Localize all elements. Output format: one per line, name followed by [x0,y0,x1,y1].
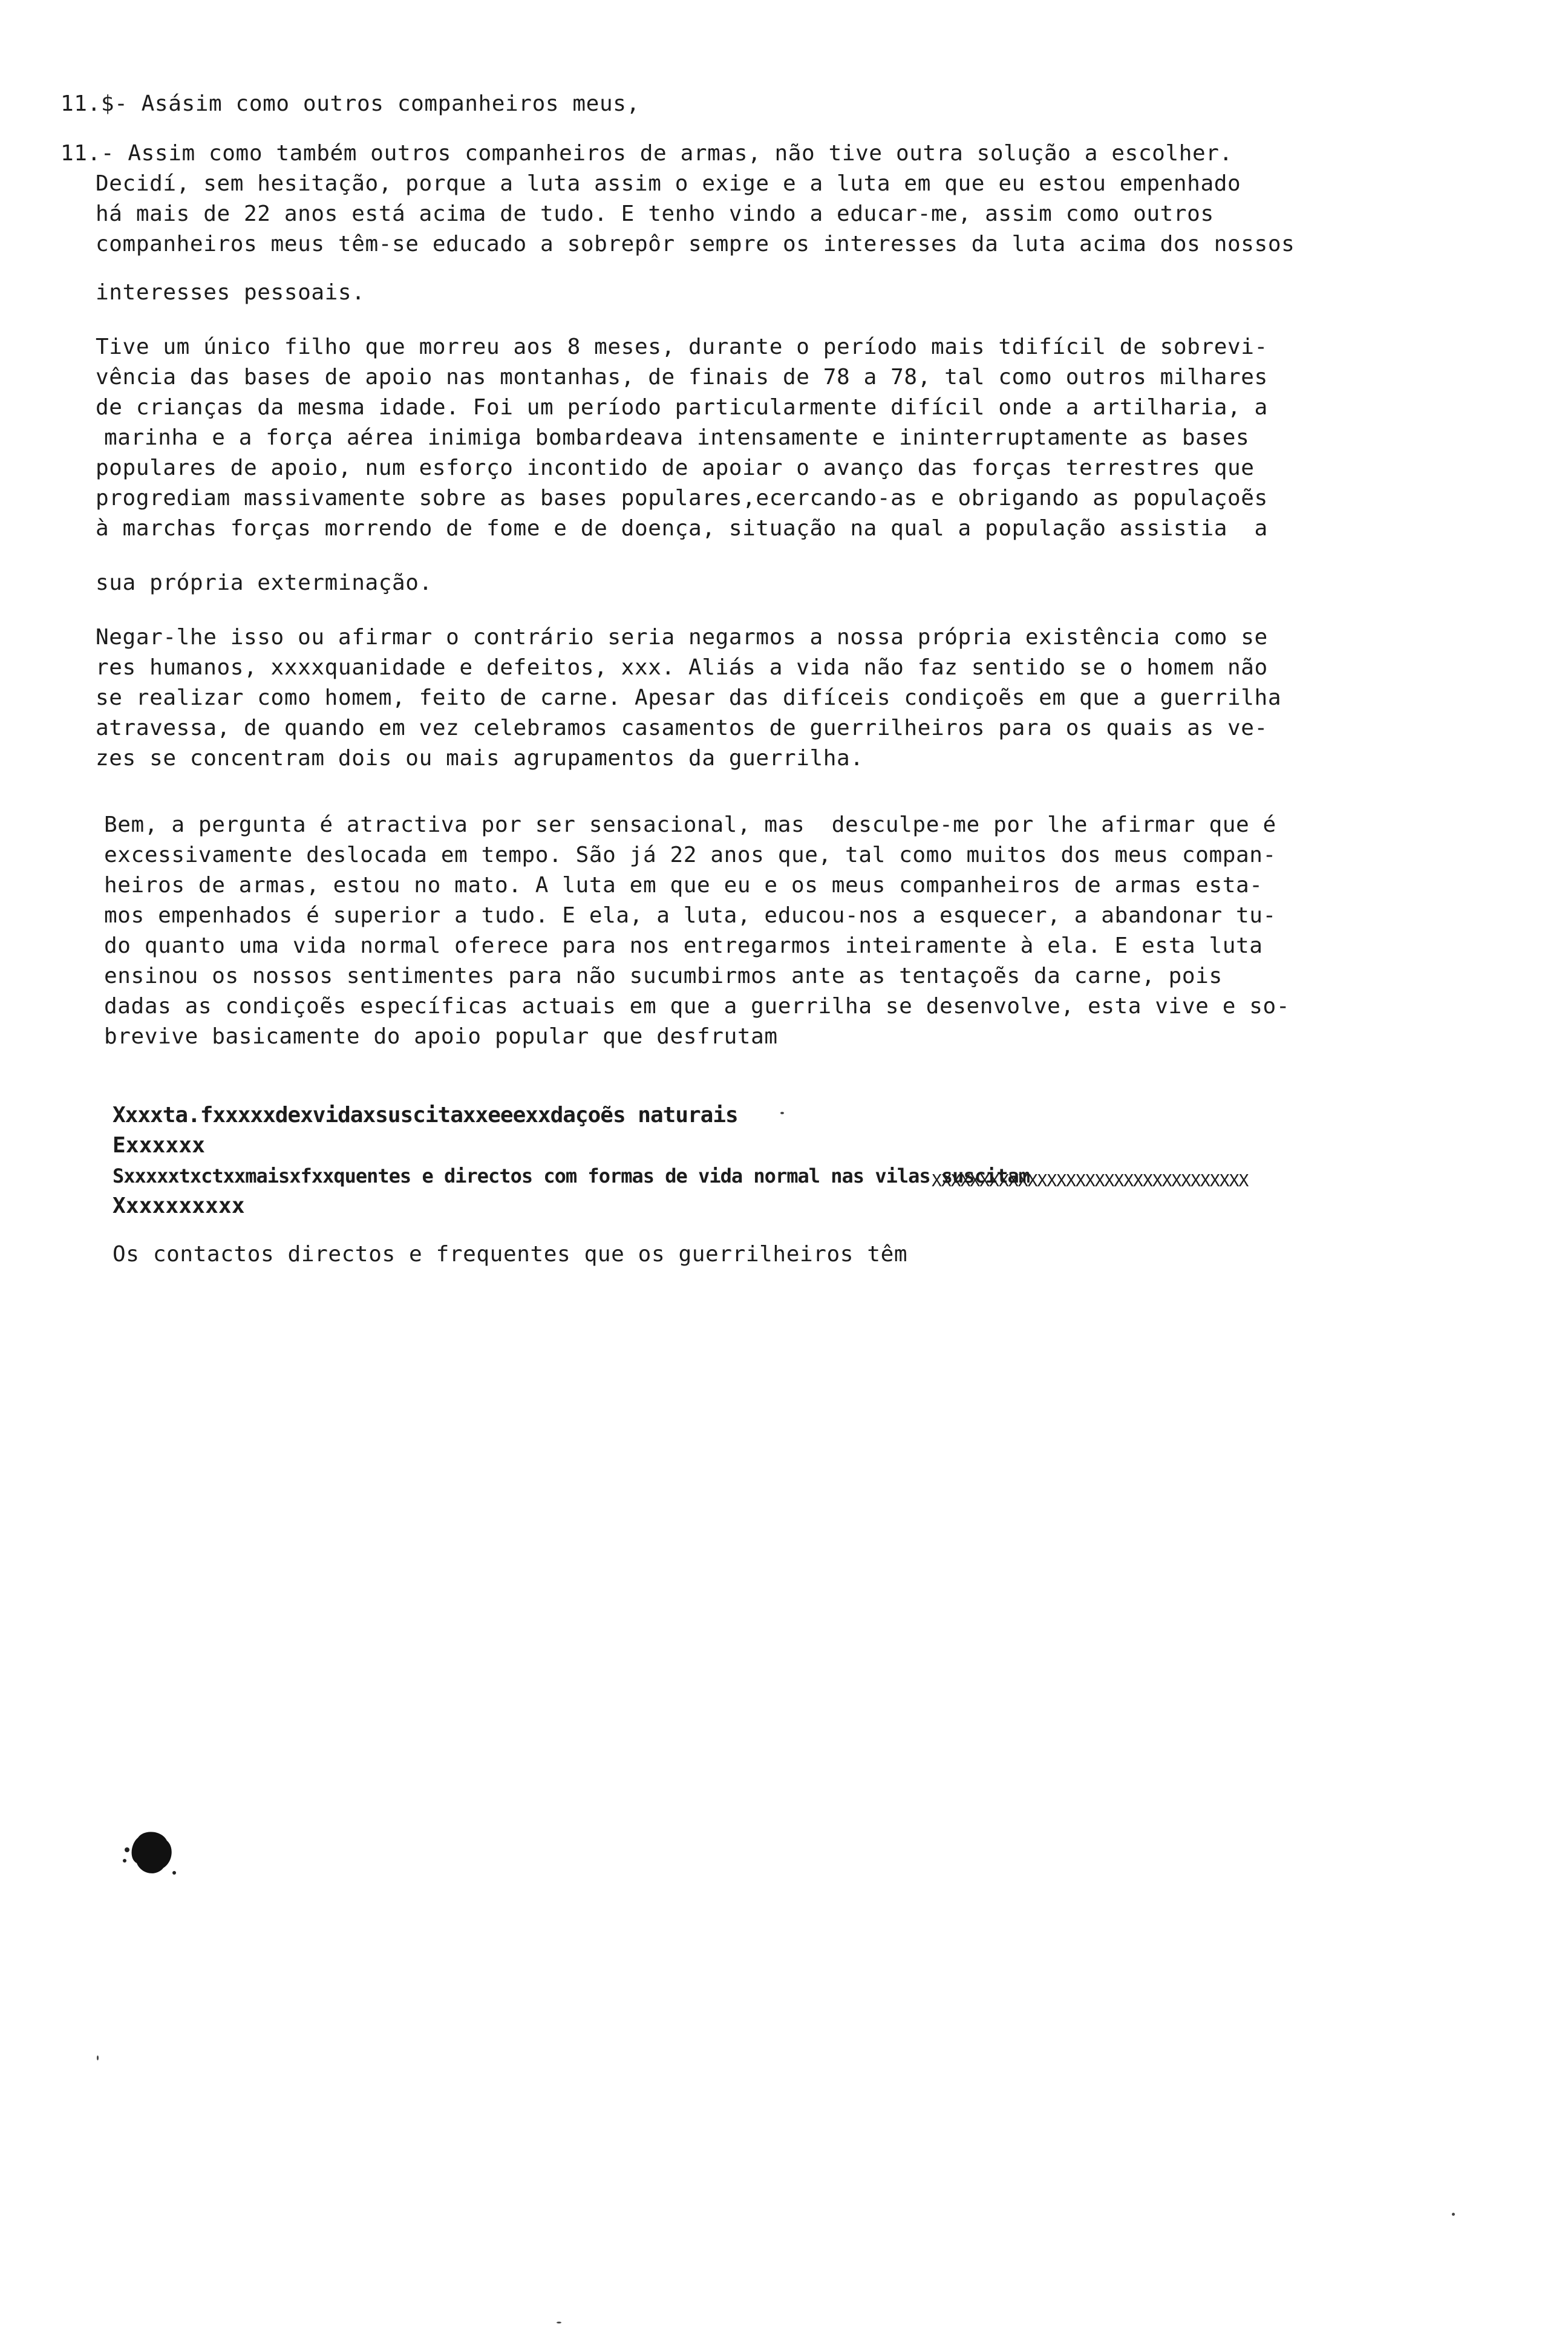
strike-tail: XXXXXXXXXXXXXXXXXXXXXXXXXXXXXXXXX [932,1170,1249,1190]
struck-line-3: Sxxxxxtxctxxmaisxfxxquentes e directos com formas de vida normal nas vilas suscitam [113,1164,1030,1187]
closing-line: Os contactos directos e frequentes que os guerrilheiros têm [113,1242,908,1267]
paragraph-4-line-4: mos empenhados é superior a tudo. E ela, a luta, educou-nos a esquecer, a abandonar tu- [104,903,1276,928]
struck-line-1: Xxxxta.fxxxxxdexvidaxsuscitaxxeeexxdaçoẽs naturais [113,1103,738,1128]
paragraph-1-line-4: companheiros meus têm-se educado a sobrepôr sempre os interesses da luta acima dos nossos [96,232,1295,256]
paragraph-3-line-2: res humanos, xxxxquanidade e defeitos, xxx. Aliás a vida não faz sentido se o homem não [96,655,1268,680]
speck-2 [1452,2213,1455,2216]
paragraph-2-line-8: sua própria exterminação. [96,570,433,595]
paragraph-1-line-5: interesses pessoais. [96,280,365,305]
paragraph-2-line-6: progrediam massivamente sobre as bases populares,ecercando-as e obrigando as populaçoẽs [96,486,1268,511]
paragraph-2-line-7: à marchas forças morrendo de fome e de doença, situação na qual a população assistia a [96,516,1268,541]
speck-3 [557,2322,561,2323]
paragraph-3-line-1: Negar-lhe isso ou afirmar o contrário seria negarmos a nossa própria existência como se [96,625,1268,650]
struck-line-4: Xxxxxxxxxx [113,1193,245,1218]
paragraph-3-line-3: se realizar como homem, feito de carne. Apesar das difíceis condiçoẽs em que a guerrilha [96,685,1282,710]
paragraph-4-line-7: dadas as condiçoẽs específicas actuais em que a guerrilha se desenvolve, esta vive e so- [104,994,1290,1019]
paragraph-2-line-2: vência das bases de apoio nas montanhas, de finais de 78 a 78, tal como outros milhares [96,365,1268,390]
paragraph-3-line-5: zes se concentram dois ou mais agrupamentos da guerrilha. [96,746,864,771]
paragraph-4-line-3: heiros de armas, estou no mato. A luta em que eu e os meus companheiros de armas esta- [104,873,1263,898]
heading-line: 11.$- Asásim como outros companheiros meus, [60,91,640,116]
ink-blot [120,1826,180,1880]
paragraph-4-line-1: Bem, a pergunta é atractiva por ser sensacional, mas desculpe-me por lhe afirmar que é [104,812,1276,837]
speck-4 [97,2055,99,2060]
paragraph-1-line-1: 11.- Assim como também outros companheiros de armas, não tive outra solução a escolher. [60,141,1233,166]
paragraph-2-line-4: marinha e a força aérea inimiga bombardeava intensamente e ininterruptamente as bases [104,425,1250,450]
paragraph-4-line-6: ensinou os nossos sentimentes para não sucumbirmos ante as tentaçoẽs da carne, pois [104,964,1223,988]
paragraph-1-line-2: Decidí, sem hesitação, porque a luta assim o exige e a luta em que eu estou empenhado [96,171,1241,196]
paragraph-4-line-2: excessivamente deslocada em tempo. São já 22 anos que, tal como muitos dos meus compan- [104,843,1276,867]
paragraph-2-line-5: populares de apoio, num esforço incontido de apoiar o avanço das forças terrestres que [96,455,1255,480]
paragraph-4-line-8: brevive basicamente do apoio popular que desfrutam [104,1024,778,1049]
paragraph-2-line-1: Tive um único filho que morreu aos 8 meses, durante o período mais tdifícil de sobrevi- [96,335,1268,359]
paragraph-4-line-5: do quanto uma vida normal oferece para nos entregarmos inteiramente à ela. E esta luta [104,933,1263,958]
paragraph-2-line-3: de crianças da mesma idade. Foi um período particularmente difícil onde a artilharia, a [96,395,1268,420]
struck-line-2: Exxxxxx [113,1133,206,1158]
speck-1 [780,1112,784,1114]
paragraph-3-line-4: atravessa, de quando em vez celebramos casamentos de guerrilheiros para os quais as ve- [96,716,1268,740]
paragraph-1-line-3: há mais de 22 anos está acima de tudo. E tenho vindo a educar-me, assim como outros [96,201,1214,226]
